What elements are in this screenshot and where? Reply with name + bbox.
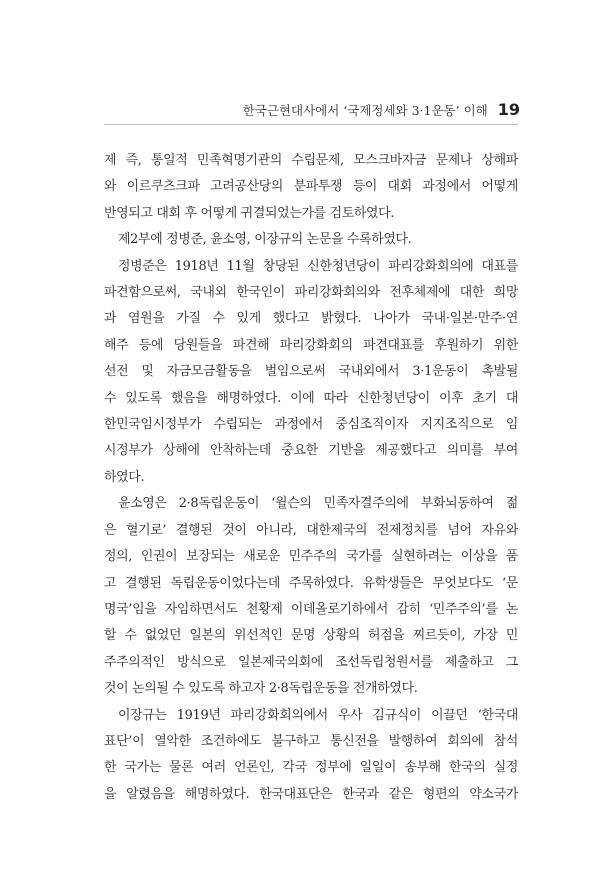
running-header [243,100,520,119]
body-line: 하였다. [104,469,145,485]
body-line: 윤소영은 2·8독립운동이 ‘윌슨의 민족자결주의에 부화뇌동하여 젊 [118,496,518,512]
body-line: 이장규는 1919년 파리강화회의에서 우사 김규식이 이끌던 ‘한국대 [118,707,518,723]
body-line: 한민국임시정부가 수립되는 과정에서 중심조직이자 지지조직으로 임 [104,417,518,433]
body-line: 명국’임을 자임하면서도 천황제 이데올로기하에서 감히 ‘민주주의’를 논 [104,601,518,617]
body-line: 와 이르쿠츠크파 고려공산당의 분파투쟁 등이 대회 과정에서 어떻게 [104,179,518,195]
body-line: 파견함으로써, 국내외 한국인이 파리강화회의와 전후체제에 대한 희망 [104,285,518,301]
body-line: 반영되고 대회 후 어떻게 귀결되었는가를 검토하였다. [104,205,395,221]
body-line: 정병준은 1918년 11월 창당된 신한청년당이 파리강화회의에 대표를 [118,258,518,274]
body-line: 시정부가 상해에 안착하는데 중요한 기반을 제공했다고 의미를 부여 [104,443,518,459]
body-line: 것이 논의될 수 있도록 하고자 2·8독립운동을 전개하였다. [104,681,418,697]
body-line: 주주의적인 방식으로 일본제국의회에 조선독립청원서를 제출하고 그 [104,654,518,670]
body-line: 수 있도록 했음을 해명하였다. 이에 따라 신한청년당이 이후 초기 대 [104,390,518,406]
body-line: 해주 등에 당원들을 파견해 파리강화회의 파견대표를 후원하기 위한 [104,337,518,353]
body-line: 정의, 인권이 보장되는 새로운 민주주의 국가를 실현하려는 이상을 품 [104,549,518,565]
body-line: 을 알렸음을 해명하였다. 한국대표단은 한국과 같은 형편의 약소국가 [104,786,518,802]
running-title: 한국근현대사에서 ‘국제정세와 3·1운동’ 이해 [242,103,488,118]
body-line: 은 혈기로’ 결행된 것이 아니라, 대한제국의 전제정치를 넘어 자유와 [104,522,518,538]
body-line: 할 수 없었던 일본의 위선적인 문명 상황의 허점을 찌르듯이, 가장 민 [104,628,518,644]
body-line: 과 염원을 가질 수 있게 했다고 밝혔다. 나아가 국내·일본·만주·연 [104,311,518,327]
body-line: 제2부에 정병준, 윤소영, 이장규의 논문을 수록하였다. [118,232,412,248]
body-line: 고 결행된 독립운동이었다는데 주목하였다. 유학생들은 무엇보다도 ‘문 [104,575,518,591]
body-text [104,148,518,808]
page-number: 19 [497,100,520,119]
header-rule [104,124,518,125]
body-line: 선전 및 자금모금활동을 벌임으로써 국내외에서 3·1운동이 촉발될 [104,364,518,380]
body-line: 표단’이 열악한 조건하에도 불구하고 통신전을 발행하여 회의에 참석 [104,733,518,749]
body-line: 제 즉, 통일적 민족혁명기관의 수립문제, 모스크바자금 문제나 상해파 [104,153,518,168]
body-line: 한 국가는 물론 여러 언론인, 각국 정부에 일일이 송부해 한국의 실정 [104,760,518,776]
